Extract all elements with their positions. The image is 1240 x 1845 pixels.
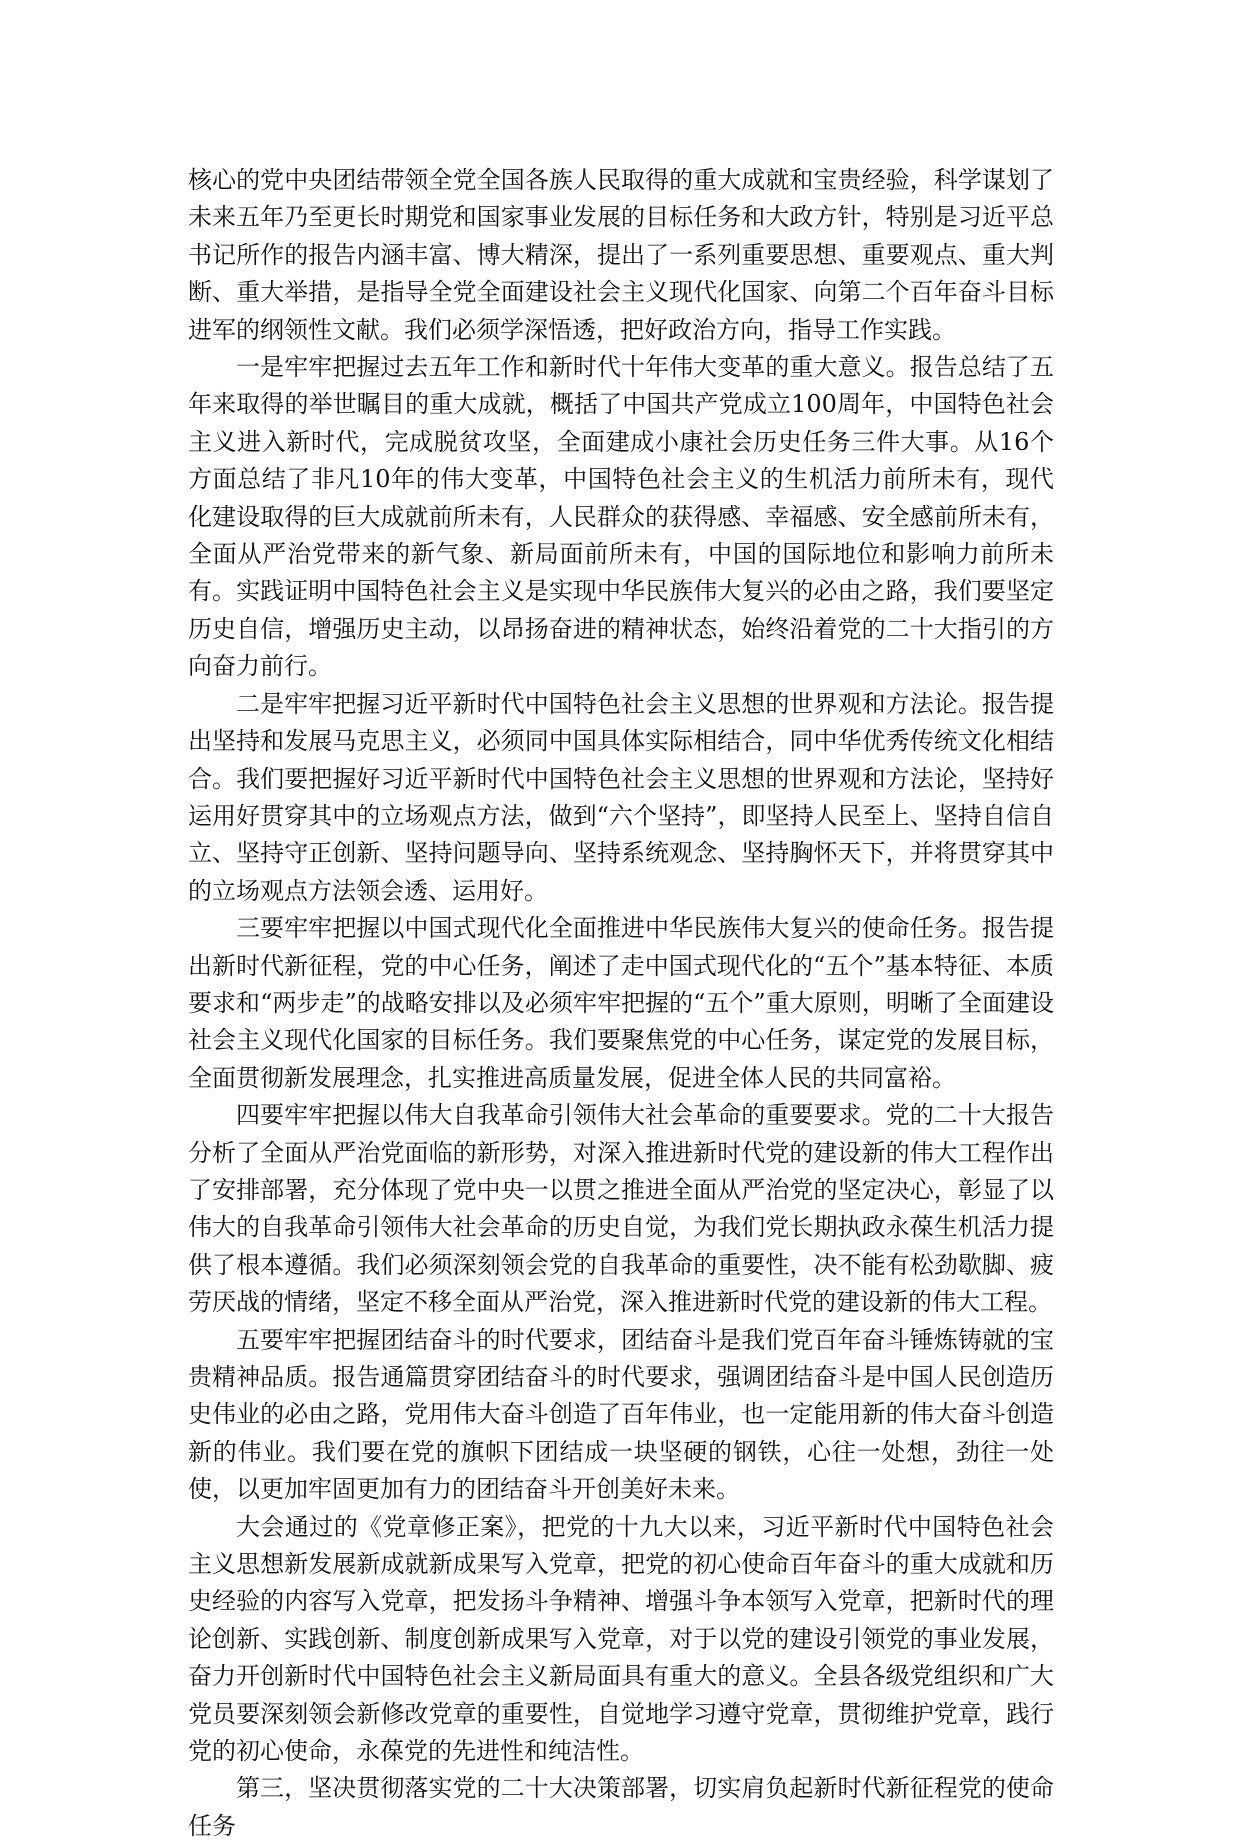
- document-body: [188, 162, 1054, 1845]
- paragraph-point-one: 一是牢牢把握过去五年工作和新时代十年伟大变革的重大意义。报告总结了五年来取得的举世瞩目的重大成就，概括了中国共产党成立100周年，中国特色社会主义进入新时代，完成脱贫攻坚，全面建成小康社会历史任务三件大事。从16个方面总结了非凡10年的伟大变革，中国特色社会主义的生机活力前所未有，现代化建设取得的巨大成就前所未有，人民群众的获得感、幸福感、安全感前所未有，全面从严治党带来的新气象、新局面前所未有，中国的国际地位和影响力前所未有。实践证明中国特色社会主义是实现中华民族伟大复兴的必由之路，我们要坚定历史自信，增强历史主动，以昂扬奋进的精神状态，始终沿着党的二十大指引的方向奋力前行。: [188, 353, 1054, 681]
- paragraph-party-constitution: 大会通过的《党章修正案》，把党的十九大以来，习近平新时代中国特色社会主义思想新发展新成就新成果写入党章，把党的初心使命百年奋斗的重大成就和历史经验的内容写入党章，把发扬斗争精神、增强斗争本领写入党章，把新时代的理论创新、实践创新、制度创新成果写入党章，对于以党的建设引领党的事业发展，奋力开创新时代中国特色社会主义新局面具有重大的意义。全县各级党组织和广大党员要深刻领会新修改党章的重要性，自觉地学习遵守党章，贯彻维护党章，践行党的初心使命，永葆党的先进性和纯洁性。: [188, 1512, 1054, 1766]
- paragraph-point-three: 三要牢牢把握以中国式现代化全面推进中华民族伟大复兴的使命任务。报告提出新时代新征程，党的中心任务，阐述了走中国式现代化的“五个”基本特征、本质要求和“两步走”的战略安排以及必须牢牢把握的“五个”重大原则，明晰了全面建设社会主义现代化国家的目标任务。我们要聚焦党的中心任务，谋定党的发展目标，全面贯彻新发展理念，扎实推进高质量发展，促进全体人民的共同富裕。: [188, 914, 1054, 1092]
- section-heading-third: 第三，坚决贯彻落实党的二十大决策部署，切实肩负起新时代新征程党的使命任务: [188, 1774, 1054, 1840]
- paragraph-point-four: 四要牢牢把握以伟大自我革命引领伟大社会革命的重要要求。党的二十大报告分析了全面从严治党面临的新形势，对深入推进新时代党的建设新的伟大工程作出了安排部署，充分体现了党中央一以贯之推进全面从严治党的坚定决心，彰显了以伟大的自我革命引领伟大社会革命的历史自觉，为我们党长期执政永葆生机活力提供了根本遵循。我们必须深刻领会党的自我革命的重要性，决不能有松劲歇脚、疲劳厌战的情绪，坚定不移全面从严治党，深入推进新时代党的建设新的伟大工程。: [188, 1101, 1054, 1317]
- paragraph-point-five: 五要牢牢把握团结奋斗的时代要求，团结奋斗是我们党百年奋斗锤炼铸就的宝贵精神品质。报告通篇贯穿团结奋斗的时代要求，强调团结奋斗是中国人民创造历史伟业的必由之路，党用伟大奋斗创造了百年伟业，也一定能用新的伟大奋斗创造新的伟业。我们要在党的旗帜下团结成一块坚硬的钢铁，心往一处想，劲往一处使，以更加牢固更加有力的团结奋斗开创美好未来。: [188, 1325, 1054, 1504]
- paragraph-point-two: 二是牢牢把握习近平新时代中国特色社会主义思想的世界观和方法论。报告提出坚持和发展马克思主义，必须同中国具体实际相结合，同中华优秀传统文化相结合。我们要把握好习近平新时代中国特色社会主义思想的世界观和方法论，坚持好运用好贯穿其中的立场观点方法，做到“六个坚持”，即坚持人民至上、坚持自信自立、坚持守正创新、坚持问题导向、坚持系统观念、坚持胸怀天下，并将贯穿其中的立场观点方法领会透、运用好。: [188, 689, 1054, 905]
- paragraph-continuation: 核心的党中央团结带领全党全国各族人民取得的重大成就和宝贵经验，科学谋划了未来五年乃至更长时期党和国家事业发展的目标任务和大政方针，特别是习近平总书记所作的报告内涵丰富、博大精深，提出了一系列重要思想、重要观点、重大判断、重大举措，是指导全党全面建设社会主义现代化国家、向第二个百年奋斗目标进军的纲领性文献。我们必须学深悟透，把好政治方向，指导工作实践。: [188, 166, 1054, 344]
